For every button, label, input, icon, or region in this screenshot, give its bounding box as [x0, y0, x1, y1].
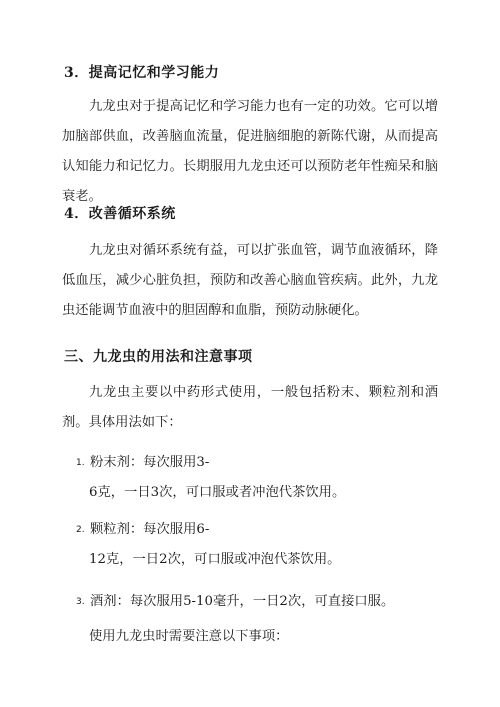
list-item-text: 颗粒剂：每次服用6-	[90, 522, 210, 537]
paragraph-memory: 九龙虫对于提高记忆和学习能力也有一定的功效。它可以增加脑部供血，改善脑血流量，促进脑细胞的新陈代谢，从而提高认知能力和记忆力。长期服用九龙虫还可以预防老年性痴呆和脑衰老。	[62, 99, 438, 204]
paragraph-usage-intro: 九龙虫主要以中药形式使用，一般包括粉末、颗粒剂和酒剂。具体用法如下：	[62, 385, 438, 430]
section-heading-circulation: 4．改善循环系统	[64, 206, 176, 222]
list-item-text: 酒剂：每次服用5-10毫升，一日2次，可直接口服。	[90, 594, 395, 609]
list-item-text-continued: 12克，一日2次，可口服或冲泡代茶饮用。	[89, 552, 341, 567]
list-item-powder	[62, 448, 442, 508]
list-item-granule	[62, 515, 442, 575]
section-heading-memory: 3．提高记忆和学习能力	[64, 65, 220, 81]
paragraph-circulation: 九龙虫对循环系统有益，可以扩张血管，调节血液循环，降低血压，减少心脏负担，预防和改善心脑血管疾病。此外，九龙虫还能调节血液中的胆固醇和血脂，预防动脉硬化。	[62, 243, 438, 318]
list-item-wine	[62, 587, 442, 617]
list-item-text: 粉末剂：每次服用3-	[90, 455, 210, 470]
list-number: 2.	[76, 525, 85, 535]
part-heading-usage: 三、九龙虫的用法和注意事项	[64, 349, 253, 365]
list-number: 3.	[76, 597, 85, 607]
paragraph-notice: 使用九龙虫时需要注意以下事项：	[89, 629, 289, 644]
list-item-text-continued: 6克，一日3次，可口服或者冲泡代茶饮用。	[89, 485, 346, 500]
list-number: 1.	[76, 458, 85, 468]
